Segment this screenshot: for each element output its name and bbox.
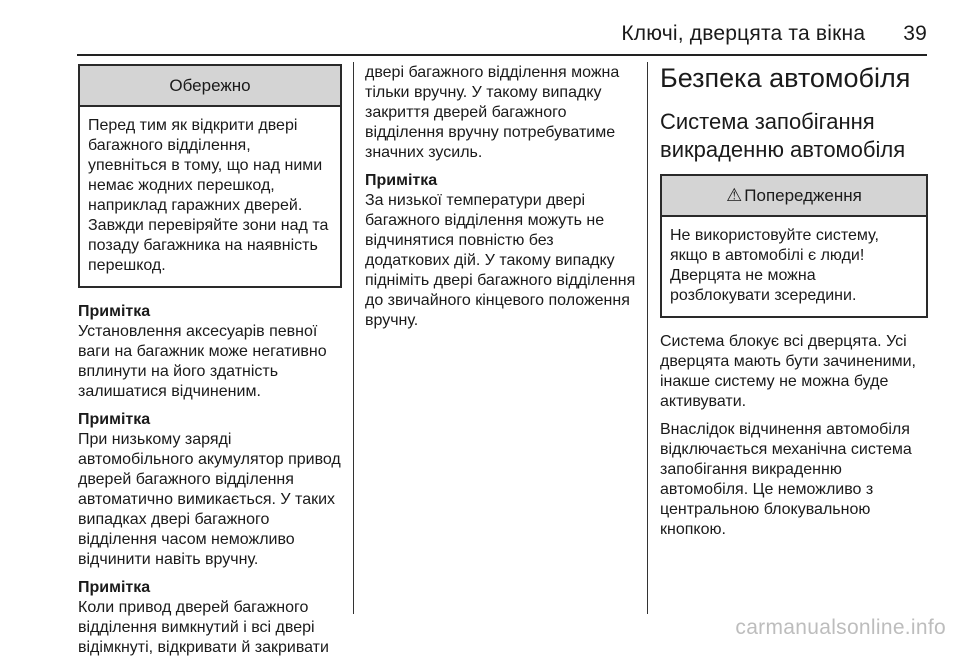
subsection-title: Система запобігання викраденню автомобіля (660, 109, 906, 162)
note-3 (78, 578, 342, 658)
column-3 (660, 62, 928, 548)
watermark: carmanualsonline.info (735, 616, 946, 639)
note-heading: Примітка (78, 411, 151, 428)
note-heading: Примітка (78, 303, 151, 320)
note-text: При низькому заряді автомобільного акумулятор привод дверей багажного відділення автоматично вимикається. У таких випадках двері багажного відділення часом неможливо відчинити навіть вручну. (78, 431, 341, 568)
continuation-text: двері багажного відділення можна тільки вручну. У такому випадку закриття дверей багажного відділення вручну потребуватиме значних зусиль. (365, 64, 620, 161)
column-divider-1 (353, 62, 354, 614)
caution-box-text: Перед тим як відкрити двері багажного відділення, упевніться в тому, що над ними немає жодних перешкод, наприклад гаражних дверей. Завжди перевіряйте зони над та позаду багажника на наявність перешкод. (88, 117, 329, 274)
header-title: Ключі, дверцята та вікна (621, 22, 866, 45)
warning-box (660, 174, 928, 318)
note-heading: Примітка (78, 579, 151, 596)
header-rule (77, 54, 927, 56)
note-text: Установлення аксесуарів певної ваги на багажник може негативно вплинути на його здатність залишатися відчиненим. (78, 323, 327, 400)
page-header (0, 22, 927, 46)
column-1 (78, 64, 342, 666)
note-2 (78, 410, 342, 570)
section-title: Безпека автомобіля (660, 63, 911, 93)
warning-box-title: Попередження (744, 186, 862, 205)
note-text: Коли привод дверей багажного відділення вимкнутий і всі двері відімкнуті, відкривати й закривати (78, 599, 329, 656)
warning-box-text: Не використовуйте систему, якщо в автомобілі є люди! Дверцята не можна розблокувати зсередини. (670, 227, 879, 304)
note-4 (365, 171, 637, 331)
warning-box-header (662, 176, 926, 217)
column-divider-2 (647, 62, 648, 614)
warning-triangle-icon: ⚠ (726, 185, 743, 205)
caution-box (78, 64, 342, 288)
note-1 (78, 302, 342, 402)
caution-box-title: Обережно (80, 66, 340, 107)
note-heading: Примітка (365, 172, 438, 189)
column-2 (365, 63, 637, 339)
paragraph: Внаслідок відчинення автомобіля відключається механічна система запобігання викраденню автомобіля. Це неможливо з центральною блокувальною кнопкою. (660, 421, 912, 538)
page-number: 39 (903, 22, 927, 45)
note-text: За низької температури двері багажного відділення можуть не відчинятися повністю без додаткових дій. У такому випадку підніміть двері багажного відділення до звичайного кінцевого положення вручну. (365, 192, 636, 329)
paragraph: Система блокує всі дверцята. Усі дверцята мають бути зачиненими, інакше систему не можна буде активувати. (660, 333, 916, 410)
